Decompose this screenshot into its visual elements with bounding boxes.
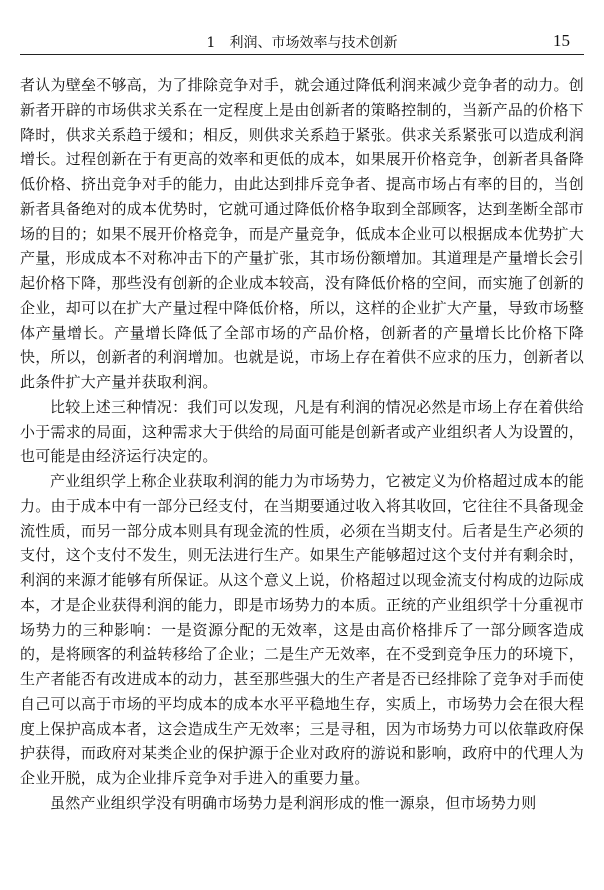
paragraph-market-power: 产业组织学上称企业获取利润的能力为市场势力，它被定义为价格超过成本的能力。由于成本中有一部分已经支付，在当期要通过收入将其收回，它往往不具备现金流性质，而另一部分成本则具有现金流的性质，必须在当期支付。后者是生产必须的支付，这个支付不发生，则无法进行生产。如果生产能够超过这个支付并有剩余时，利润的来源才能够有所保证。从这个意义上说，价格超过以现金流支付构成的边际成本，才是企业获得利润的能力，即是市场势力的本质。正统的产业组织学十分重视市场势力的三种影响：一是资源分配的无效率，这是由高价格排斥了一部分顾客造成的，是将顾客的利益转移给了企业；二是生产无效率，在不受到竞争压力的环境下，生产者能否有改进成本的动力，甚至那些强大的生产者是否已经排除了竞争对手而使自己可以高于市场的平均成本的成本水平平稳地生存，实质上，市场势力会在很大程度上保护高成本者，这会造成生产无效率；三是寻租，因为市场势力可以依靠政府保护获得，而政府对某类企业的保护源于企业对政府的游说和影响，政府中的代理人为企业开脱，成为企业排斥竞争对手进入的重要力量。 xyxy=(20,472,584,787)
paragraph-continued: 者认为壁垒不够高，为了排除竞争对手，就会通过降低利润来减少竞争者的动力。创新者开辟的市场供求关系在一定程度上是由创新者的策略控制的，当新产品的价格下降时，供求关系趋于缓和；相反，则供求关系趋于紧张。供求关系紧张可以造成利润增长。过程创新在于有更高的效率和更低的成本，如果展开价格竞争，创新者具备降低价格、挤出竞争对手的能力，由此达到排斥竞争者、提高市场占有率的目的，当创新者具备绝对的成本优势时，它就可通过降低价格争取到全部顾客，达到垄断全部市场的目的；如果不展开价格竞争，而是产量竞争，低成本企业可以根据成本优势扩大产量，形成成本不对称冲击下的产量扩张，其市场份额增加。其道理是产量增长会引起价格下降，那些没有创新的企业成本较高，没有降低价格的空间，而实施了创新的企业，却可以在扩大产量过程中降低价格，所以，这样的企业扩大产量，导致市场整体产量增长。产量增长降低了全部市场的产品价格，创新者的产量增长比价格下降快，所以，创新者的利润增加。也就是说，市场上存在着供不应求的压力，创新者以此条件扩大产量并获取利润。 xyxy=(20,76,584,391)
paragraph-trailing: 虽然产业组织学没有明确市场势力是利润形成的惟一源泉，但市场势力则 xyxy=(50,793,537,812)
paragraph-comparison: 比较上述三种情况：我们可以发现，凡是有利润的情况必然是市场上存在着供给小于需求的局面，这种需求大于供给的局面可能是创新者或产业组织者人为设置的，也可能是由经济运行决定的。 xyxy=(20,397,584,466)
chapter-title: 1 利润、市场效率与技术创新 xyxy=(206,35,398,51)
running-header xyxy=(20,28,584,55)
page-number: 15 xyxy=(553,31,570,50)
body-text xyxy=(20,73,584,816)
